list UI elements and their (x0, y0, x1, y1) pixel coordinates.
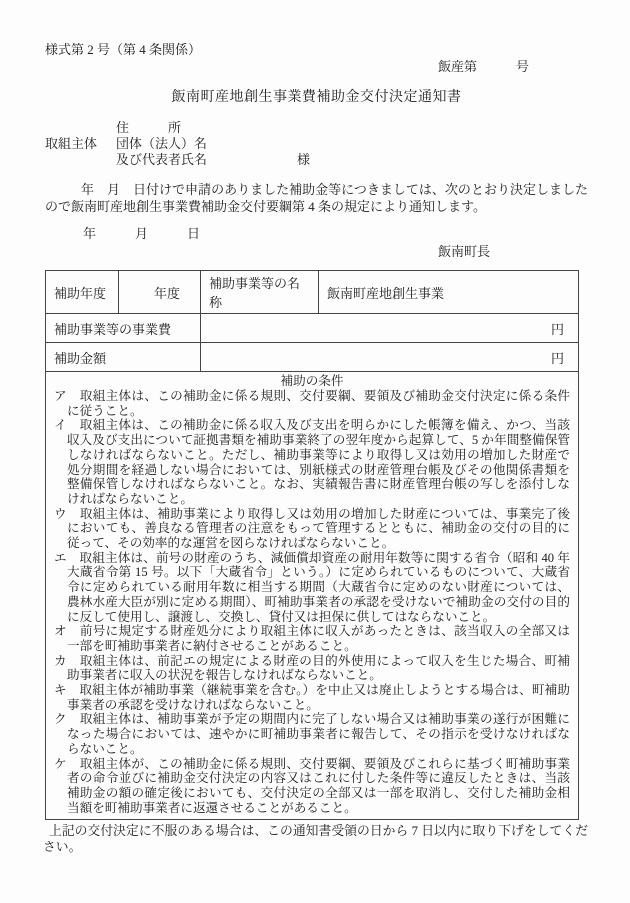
grant-summary-table (45, 270, 579, 820)
reference-number: 飯産第 号 (438, 59, 530, 74)
addressee-organization-line: 団体（法人）名 (116, 136, 208, 151)
condition-item-カ: カ 取組主体は、前記エの規定による財産の目的外使用によって収入を生じた場合、町補助事業者に収入の状況を報告しなければならないこと。 (54, 653, 570, 683)
conditions-cell (46, 372, 579, 820)
addressee-label: 取組主体 (45, 136, 98, 151)
fiscal-year-label-cell: 補助年度 (46, 271, 119, 314)
addressee-block (45, 120, 588, 168)
condition-item-ア: ア 取組主体は、この補助金に係る規則、交付要綱、要領及び補助金交付決定に係る条件に従うこと。 (54, 389, 570, 418)
condition-item-キ: キ 取組主体が補助事業（継続事業を含む。）を中止又は廃止しようとする場合は、町補助事業者の承認を受けなければならないこと。 (54, 683, 570, 712)
fiscal-year-value-cell: 年度 (119, 271, 201, 314)
table-row-subsidy-amount (46, 343, 579, 372)
form-number: 様式第 2 号（第 4 条関係） (45, 42, 202, 57)
addressee-representative-line (116, 152, 310, 168)
document-title: 飯南町産地創生事業費補助金交付決定通知書 (171, 90, 462, 105)
project-cost-label-cell: 補助事業等の事業費 (46, 314, 201, 343)
condition-item-イ: イ 取組主体は、この補助金に係る収入及び支出を明らかにした帳簿を備え、かつ、当該収入及び支出について証拠書類を補助事業終了の翌年度から起算して、5 か年間整備保管しなければならないこと。ただし、補助事業等により取得し又は効用の増加した財産で処分期間を経過しない場合においては、別紙様式の財産管理台帳及びその他関係書類を整備保管しなければならないこと。なお、実績報告書に財産管理台帳の写しを添付しなければならないこと。 (54, 418, 570, 506)
condition-item-ケ: ケ 取組主体が、この補助金に係る規則、交付要綱、要領及びこれらに基づく町補助事業者の命令並びに補助金交付決定の内容又はこれに付した条件等に違反したときは、当該補助金の額の確定後においても、交付決定の全部又は一部を取消し、交付した補助金相当額を町補助事業者に返還させることがあること。 (54, 756, 570, 815)
table-row-fiscal-year (46, 271, 579, 314)
addressee-honorific: 様 (297, 152, 311, 167)
project-cost-value-cell: 円 (201, 314, 579, 343)
conditions-list (54, 389, 570, 815)
addressee-lines (116, 120, 310, 168)
table-row-project-cost (46, 314, 579, 343)
condition-item-ク: ク 取組主体は、補助事業が予定の期間内に完了しない場合又は補助事業の遂行が困難になった場合においては、速やかに町補助事業者に報告して、その指示を受けなければならないこと。 (54, 712, 570, 756)
project-name-value-cell: 飯南町産地創生事業 (319, 271, 579, 314)
table-row-conditions (46, 372, 579, 820)
condition-item-ウ: ウ 取組主体は、補助事業により取得し又は効用の増加した財産については、事業完了後においても、善良なる管理者の注意をもって管理するとともに、補助金の交付の目的に従って、その効率的な運営を図らなければならないこと。 (54, 506, 570, 551)
issue-date-line: 年 月 日 (83, 226, 201, 241)
project-name-label-cell: 補助事業等の名称 (201, 271, 319, 314)
subsidy-amount-value-cell: 円 (201, 343, 579, 372)
appeal-notice-paragraph: 上記の交付決定に不服のある場合は、この通知書受領の日から 7 日以内に取り下げをしてください。 (43, 824, 588, 854)
subsidy-amount-label-cell: 補助金額 (46, 343, 201, 372)
issuer-name: 飯南町長 (438, 244, 491, 259)
conditions-title: 補助の条件 (280, 374, 344, 388)
condition-item-エ: エ 取組主体は、前号の財産のうち、減価償却資産の耐用年数等に関する省令（昭和 40 年大蔵省令第 15 号。以下「大蔵省令」という。）に定められているものについて、大蔵省令に定められている耐用年数に相当する期間（大蔵省令に定めのない財産については、農林水産大臣が別に定める期間）、町補助事業者の承認を受けないで補助金の交付の目的に反して使用し、譲渡し、交換し、貸付又は担保に供してはならないこと。 (54, 550, 570, 624)
addressee-representative-label: 及び代表者氏名 (116, 152, 208, 167)
addressee-address-line: 住 所 (116, 120, 182, 135)
notification-paragraph: 年 月 日付けで申請のありました補助金等につきましては、次のとおり決定しましたので飯南町産地創生事業費補助金交付要綱第 4 条の規定により通知します。 (45, 182, 588, 214)
condition-item-オ: オ 前号に規定する財産処分により取組主体に収入があったときは、該当収入の全部又は一部を町補助事業者に納付させることがあること。 (54, 624, 570, 653)
